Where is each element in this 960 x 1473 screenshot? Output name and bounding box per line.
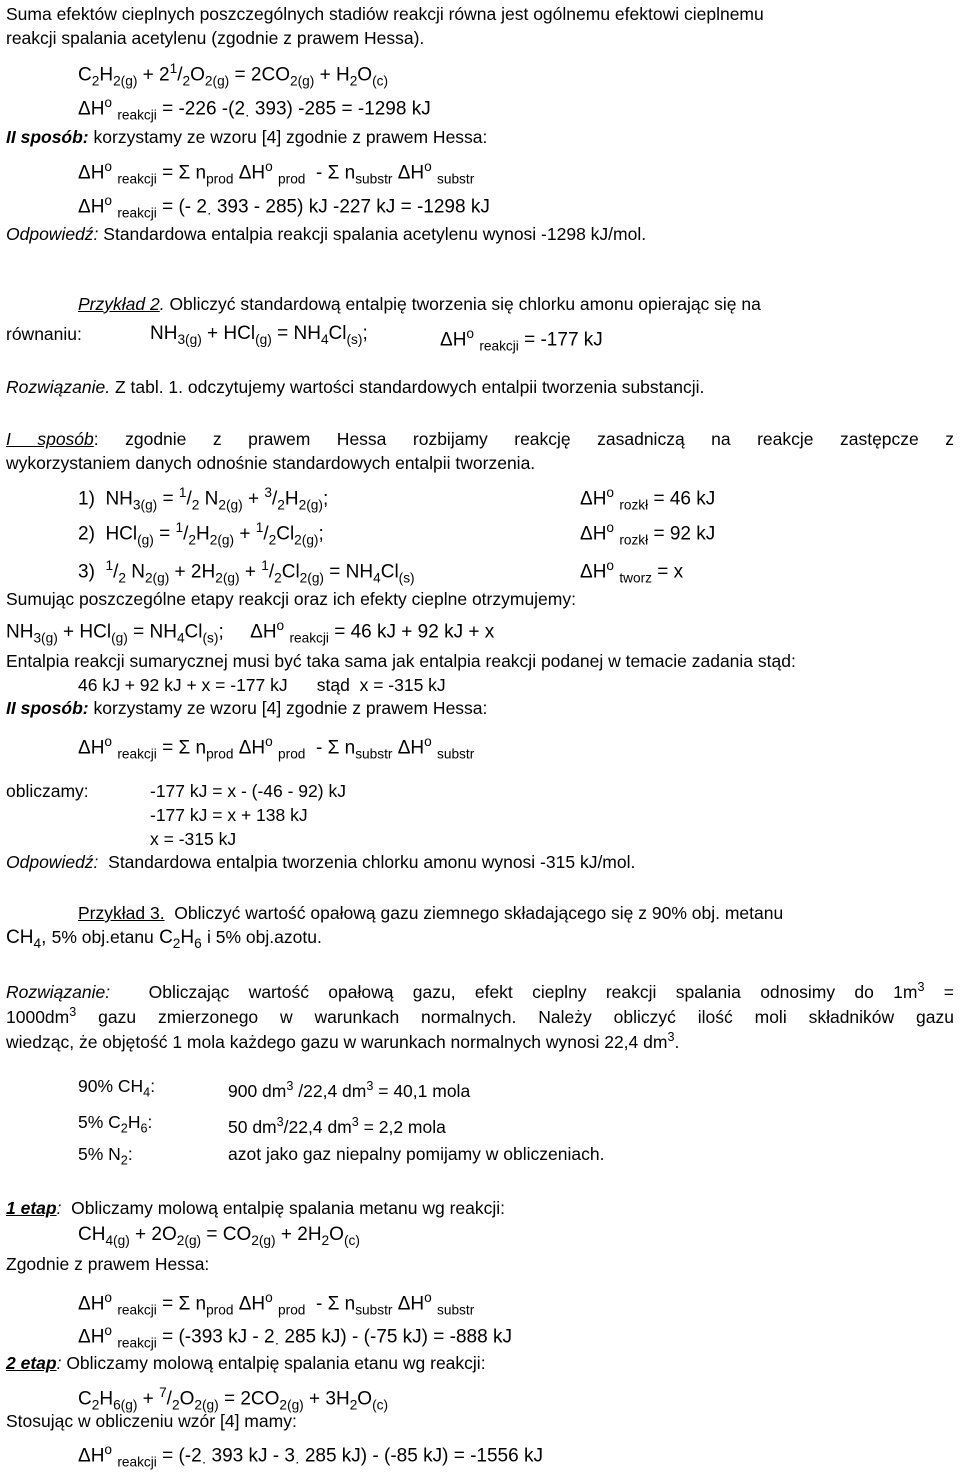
equation: $\Delta H^o$ $_{reakcji} = (-2_\cdot$ 393 kJ - $3_\cdot$ 285 kJ) - (-85 kJ) = -1556 kJ [78, 1442, 543, 1470]
equation: $\Delta H^o$ $_{rozkł}$ = 46 kJ [580, 485, 716, 513]
paragraph-line: $1000dm^3$ gazu zmierzonego w warunkach normalnych. Należy obliczyć ilość moli składników gazu [6, 1005, 954, 1027]
equation: $\Delta H^o$ $_{reakcji}$ = Σ $n_{prod}$ $\Delta H^o$ $_{prod}$ - Σ $n_{substr}$ $\Delta H^o$ $_{substr}$ [78, 159, 475, 187]
paragraph-line: 2 etap: Obliczamy molową entalpię spalania etanu wg reakcji: [6, 1353, 486, 1373]
equation: $\Delta H^o$ $_{rozkł}$ = 92 kJ [580, 520, 716, 548]
paragraph-line: równaniu: [6, 324, 82, 344]
equation: $C_2H_{6(g)} + ^7/_2O_{2(g)} = 2CO_{2(g)} + 3H_2O_{(c)}$ [78, 1385, 389, 1413]
equation: -177 kJ = x - (-46 - 92) kJ [150, 781, 346, 801]
component-row: 900 $dm^3$ /22,4 $dm^3 = 40,1$ mola [228, 1079, 471, 1101]
equation: -177 kJ = x + 138 kJ [150, 805, 308, 825]
section-label: II sposób: [6, 127, 89, 147]
example-heading: Przykład 2. Obliczyć standardową entalpię tworzenia się chlorku amonu opierając się na [78, 294, 761, 314]
equation: $\Delta H^o$ $_{reakcji}$ = Σ $n_{prod}$ $\Delta H^o$ $_{prod}$ - Σ $n_{substr}$ $\Delta H^o$ $_{substr}$ [78, 1290, 475, 1318]
equation: 1) $NH_{3(g)} = ^1/_2$ $N_{2(g)} + ^3/_2H_{2(g)}$; [78, 485, 329, 513]
equation: $\Delta H^o$ $_{reakcji}$ = (-393 kJ - $2_\cdot$ 285 kJ) - (-75 kJ) = -888 kJ [78, 1323, 512, 1351]
paragraph-line: Sumując poszczególne etapy reakcji oraz ich efekty cieplne otrzymujemy: [6, 589, 576, 609]
paragraph-line: wiedząc, że objętość 1 mola każdego gazu w warunkach normalnych wynosi 22,4 $dm^3$. [6, 1030, 680, 1052]
equation: $\Delta H^o$ $_{reakcji}$ = Σ $n_{prod}$ $\Delta H^o$ $_{prod}$ - Σ $n_{substr}$ $\Delta H^o$ $_{substr}$ [78, 734, 475, 762]
answer-line: Odpowiedź: Standardowa entalpia reakcji spalania acetylenu wynosi -1298 kJ/mol. [6, 224, 647, 244]
paragraph-line: I sposób: zgodnie z prawem Hessa rozbijamy reakcję zasadniczą na reakcje zastępcze z [6, 429, 954, 449]
equation: $\Delta H^o$ $_{reakcji}$ = (- $2_\cdot$ 393 - 285) kJ -227 kJ = -1298 kJ [78, 193, 490, 221]
paragraph-line: II sposób: korzystamy ze wzoru [4] zgodnie z prawem Hessa: [6, 127, 488, 147]
equation: $CH_{4(g)} + 2O_{2(g)} = CO_{2(g)} + 2H_2O_{(c)}$ [78, 1224, 360, 1248]
example-heading: Przykład 3. Obliczyć wartość opałową gazu ziemnego składającego się z 90% obj. metanu [78, 903, 784, 923]
paragraph-line: $CH_4$, 5% obj.etanu $C_2H_6$ i 5% obj.azotu. [6, 927, 322, 951]
paragraph-line: reakcji spalania acetylenu (zgodnie z prawem Hessa). [6, 28, 425, 48]
paragraph-line: Stosując w obliczeniu wzór [4] mamy: [6, 1411, 297, 1431]
equation: x = -315 kJ [150, 829, 237, 849]
equation: 2) $HCl_{(g)} = ^1/_2H_{2(g)} + ^1/_2Cl_{2(g)}$; [78, 520, 324, 548]
paragraph-line: 1 etap: Obliczamy molową entalpię spalania metanu wg reakcji: [6, 1198, 505, 1218]
paragraph-line: Suma efektów cieplnych poszczególnych stadiów reakcji równa jest ogólnemu efektowi cieplnemu [6, 4, 764, 24]
paragraph-line: Zgodnie z prawem Hessa: [6, 1254, 210, 1274]
equation: $C_2H_{2(g)} + 2^1/_2O_{2(g)} = 2CO_{2(g)} + H_2O_{(c)}$ [78, 61, 389, 89]
equation: $NH_{3(g)} + HCl_{(g)} = NH_4Cl_{(s)}$; $\Delta H^o$ $_{reakcji}$ = 46 kJ + 92 kJ + x [6, 618, 495, 646]
equation: $\Delta H^o$ $_{reakcji}$ = -226 $-(2_\cdot$ 393) -285 = -1298 kJ [78, 95, 431, 123]
paragraph-line: II sposób: korzystamy ze wzoru [4] zgodnie z prawem Hessa: [6, 698, 488, 718]
paragraph-line: wykorzystaniem danych odnośnie standardowych entalpii tworzenia. [6, 453, 536, 473]
equation: $\Delta H^o$ $_{tworz}$ = x [580, 558, 684, 586]
component-row: azot jako gaz niepalny pomijamy w obliczeniach. [228, 1144, 605, 1164]
paragraph-line: Rozwiązanie. Z tabl. 1. odczytujemy wartości standardowych entalpii tworzenia substancji. [6, 377, 705, 397]
component-row: 5% $N_2$: [78, 1144, 133, 1168]
equation: $NH_{3(g)} + HCl_{(g)} = NH_4Cl_{(s)}$; [150, 323, 368, 347]
component-row: 90% $CH_4$: [78, 1076, 156, 1100]
equation: 46 kJ + 92 kJ + x = -177 kJ stąd x = -315 kJ [78, 675, 446, 695]
component-row: 5% $C_2H_6$: [78, 1112, 153, 1136]
equation: $\Delta H^o$ $_{reakcji}$ = -177 kJ [440, 326, 603, 354]
paragraph-line: Rozwiązanie: Obliczając wartość opałową gazu, efekt cieplny reakcji spalania odnosimy do $1m^3$ = [6, 980, 954, 1002]
paragraph-line: obliczamy: [6, 781, 89, 801]
answer-line: Odpowiedź: Standardowa entalpia tworzenia chlorku amonu wynosi -315 kJ/mol. [6, 852, 636, 872]
section-label: II sposób: [6, 698, 89, 718]
paragraph-line: Entalpia reakcji sumarycznej musi być taka sama jak entalpia reakcji podanej w temacie zadania stąd: [6, 651, 796, 671]
equation: 3) $^1/_2$ $N_{2(g)} + 2H_{2(g)} + ^1/_2Cl_{2(g)} = NH_4Cl_{(s)}$ [78, 558, 415, 586]
component-row: 50 $dm^3/22,4$ $dm^3 = 2,2$ mola [228, 1115, 446, 1137]
